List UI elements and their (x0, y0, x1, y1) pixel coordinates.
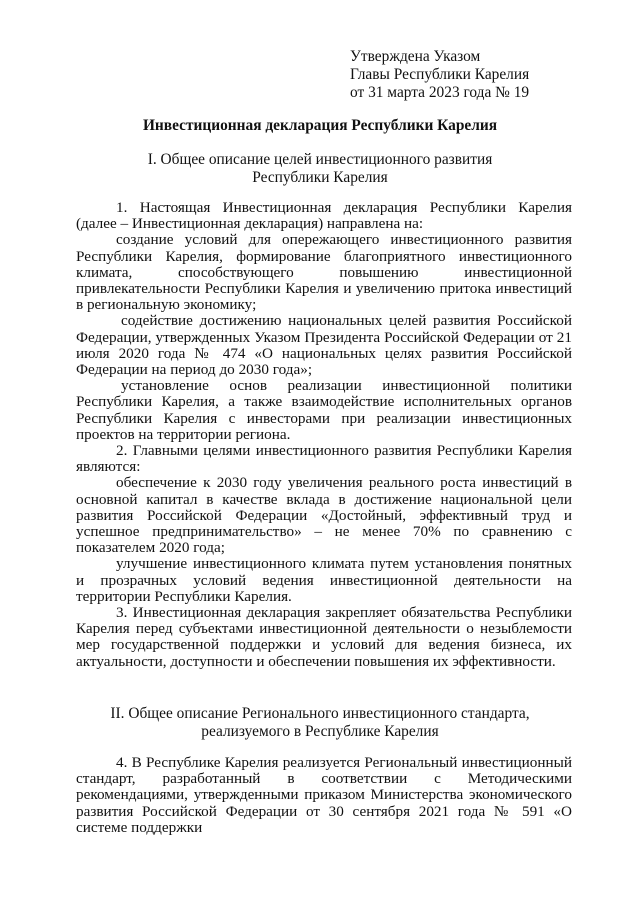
approval-line-1: Утверждена Указом (350, 48, 481, 65)
paragraph-2-item-a: обеспечение к 2030 году увеличения реального роста инвестиций в основной капитал в качестве вклада в достижение национальной цели развития Российской Федерации «Достойный, эффективный труд и успешное предпринимательство» – не менее 70% по сравнению с показателем 2020 года; (76, 474, 572, 557)
section-2-heading (90, 705, 550, 741)
paragraph-2-item-b: улучшение инвестиционного климата путем установления понятных и прозрачных условий ведения инвестиционной деятельности на территории Республики Карелия. (76, 555, 572, 605)
section-1-heading-line-2: Республики Карелия (252, 169, 388, 186)
paragraph-3: 3. Инвестиционная декларация закрепляет обязательства Республики Карелия перед субъектами инвестиционной деятельности о незыблемости мер государственной поддержки и условий для ведения бизнеса, их актуальности, доступности и обеспечении повышения их эффективности. (76, 604, 572, 670)
document-title: Инвестиционная декларация Республики Карелия (142, 117, 498, 134)
paragraph-1-item-b: содействие достижению национальных целей развития Российской Федерации, утвержденных Указом Президента Российской Федерации от 21 июля 2020 года № 474 «О национальных целях развития Российской Федерации на период до 2030 года»; (76, 312, 572, 379)
section-2-heading-line-1: II. Общее описание Регионального инвестиционного стандарта, (110, 705, 530, 722)
approval-line-3: от 31 марта 2023 года № 19 (350, 84, 530, 101)
section-1-heading (90, 151, 550, 187)
paragraph-1-item-c: установление основ реализации инвестиционной политики Республики Карелия, а также взаимодействие исполнительных органов Республики Карелия с инвесторами при реализации инвестиционных проектов на территории региона. (76, 377, 572, 443)
section-2-heading-line-2: реализуемого в Республике Карелия (201, 723, 439, 740)
paragraph-2: 2. Главными целями инвестиционного развития Республики Карелия являются: (76, 442, 572, 476)
paragraph-1-item-a: создание условий для опережающего инвестиционного развития Республики Карелия, формирование благоприятного инвестиционного климата, способствующего повышению инвестиционной привлекательности Республики Карелия и увеличению притока инвестиций в региональную экономику; (76, 231, 572, 314)
section-2-body (76, 755, 572, 836)
paragraph-4: 4. В Республике Карелия реализуется Региональный инвестиционный стандарт, разработанный в соответствии с Методическими рекомендациями, утвержденными приказом Министерства экономического развития Российской Федерации от 30 сентября 2021 года № 591 «О системе поддержки (76, 754, 572, 836)
section-1-heading-line-1: I. Общее описание целей инвестиционного развития (147, 151, 493, 168)
approval-stamp (350, 48, 529, 102)
approval-line-2: Главы Республики Карелия (350, 66, 530, 83)
section-1-body (76, 200, 572, 670)
paragraph-1: 1. Настоящая Инвестиционная декларация Республики Карелия (далее – Инвестиционная декларация) направлена на: (76, 199, 572, 233)
